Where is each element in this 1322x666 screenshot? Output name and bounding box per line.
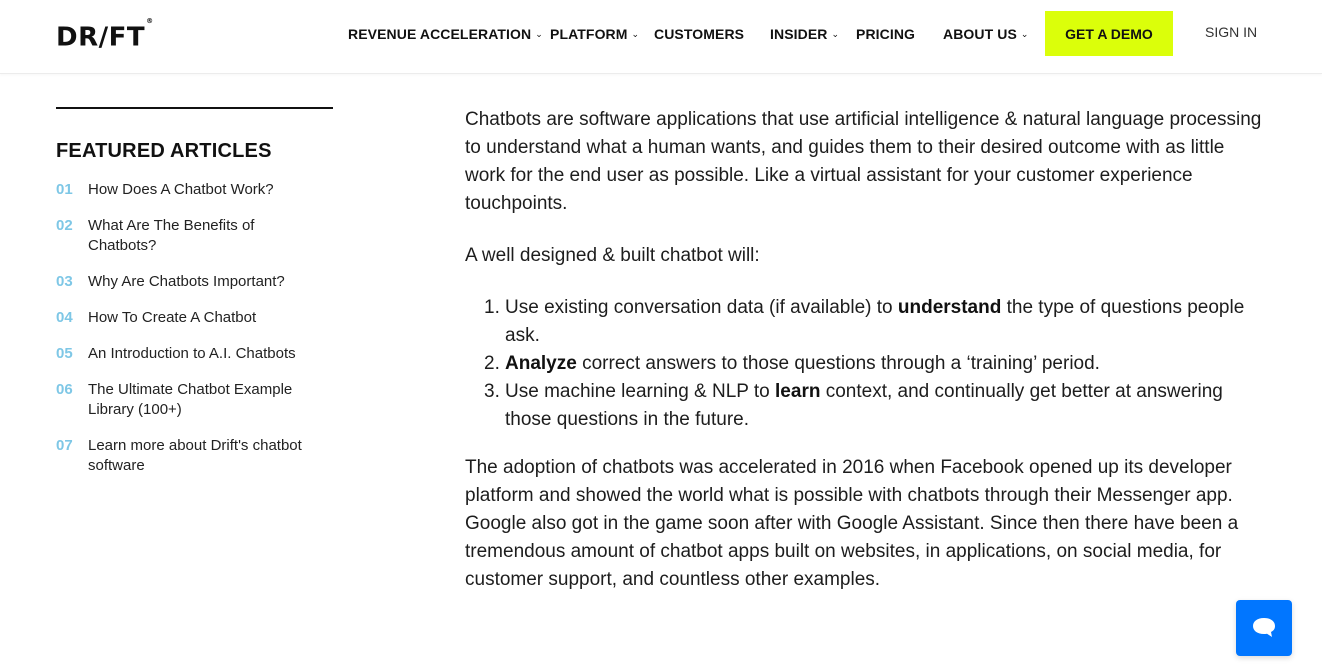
chevron-down-icon: ⌄ bbox=[631, 28, 640, 39]
toc-number: 03 bbox=[56, 273, 73, 290]
toc-item-02[interactable] bbox=[56, 216, 333, 256]
toc-number: 05 bbox=[56, 345, 73, 362]
toc-item-01[interactable] bbox=[56, 180, 333, 200]
nav-label: PRICING bbox=[856, 26, 916, 42]
site-header bbox=[0, 0, 1322, 74]
sidebar-title: FEATURED ARTICLES bbox=[56, 140, 272, 162]
drift-logo[interactable]: DR∕FT® bbox=[56, 17, 154, 53]
toc-number: 07 bbox=[56, 437, 73, 454]
chat-bubble-icon bbox=[1251, 616, 1277, 640]
toc-item-04[interactable] bbox=[56, 308, 333, 328]
toc-label: What Are The Benefits of Chatbots? bbox=[88, 217, 255, 254]
nav-label: PLATFORM bbox=[550, 26, 628, 42]
sign-in-link[interactable]: SIGN IN bbox=[1205, 24, 1258, 40]
article-paragraph-2: A well designed & built chatbot will: bbox=[465, 245, 760, 266]
toc-label: Why Are Chatbots Important? bbox=[88, 273, 285, 290]
nav-label: CUSTOMERS bbox=[654, 26, 745, 42]
nav-platform[interactable] bbox=[550, 24, 639, 44]
toc-item-03[interactable] bbox=[56, 272, 333, 292]
toc-number: 01 bbox=[56, 181, 73, 198]
list-item: 1. Use existing conversation data (if available) to understand the type of questions people ask. bbox=[484, 297, 1245, 346]
sidebar-divider bbox=[56, 107, 333, 109]
list-item: 2. Analyze correct answers to those questions through a ‘training’ period. bbox=[484, 353, 1100, 374]
nav-label: REVENUE ACCELERATION bbox=[348, 26, 532, 42]
article-paragraph-1: Chatbots are software applications that use artificial intelligence & natural language processing to understand what a human wants, and guides them to their desired outcome with as little work for the end user as possible. Like a virtual assistant for your customer experience touchpoints. bbox=[465, 109, 1262, 214]
toc-item-06[interactable] bbox=[56, 380, 333, 420]
chevron-down-icon: ⌄ bbox=[535, 28, 543, 39]
toc-label: How Does A Chatbot Work? bbox=[88, 181, 274, 198]
toc-label: An Introduction to A.I. Chatbots bbox=[88, 345, 296, 362]
chevron-down-icon: ⌄ bbox=[1020, 28, 1029, 39]
article-paragraph-3: The adoption of chatbots was accelerated in 2016 when Facebook opened up its developer platform and showed the world what is possible with chatbots through their Messenger app. Google also got in the game soon after with Google Assistant. Since then there have been a tremendous amount of chatbot apps built on websites, in applications, on social media, for customer support, and countless other examples. bbox=[465, 457, 1239, 590]
nav-label: INSIDER bbox=[770, 26, 828, 42]
chatbot-features-list bbox=[484, 294, 1265, 434]
featured-articles-list bbox=[56, 180, 333, 492]
toc-item-07[interactable] bbox=[56, 436, 333, 476]
nav-about-us[interactable] bbox=[943, 24, 1029, 44]
toc-number: 02 bbox=[56, 217, 73, 234]
toc-label: Learn more about Drift's chatbot software bbox=[88, 437, 302, 474]
list-item: 3. Use machine learning & NLP to learn context, and continually get better at answering those questions in the future. bbox=[484, 381, 1223, 430]
toc-number: 04 bbox=[56, 309, 73, 326]
toc-number: 06 bbox=[56, 381, 73, 398]
nav-customers[interactable] bbox=[654, 24, 744, 44]
toc-label: How To Create A Chatbot bbox=[88, 309, 257, 326]
chevron-down-icon: ⌄ bbox=[831, 28, 840, 39]
get-a-demo-button[interactable]: GET A DEMO bbox=[1045, 11, 1173, 56]
nav-pricing[interactable] bbox=[856, 24, 915, 44]
toc-item-05[interactable] bbox=[56, 344, 333, 364]
nav-insider[interactable] bbox=[770, 24, 839, 44]
toc-label: The Ultimate Chatbot Example Library (100+) bbox=[88, 381, 293, 418]
article-body bbox=[465, 106, 1265, 618]
nav-revenue-acceleration[interactable] bbox=[348, 24, 543, 44]
chat-launcher-button[interactable] bbox=[1236, 600, 1292, 656]
nav-label: ABOUT US bbox=[943, 26, 1017, 42]
